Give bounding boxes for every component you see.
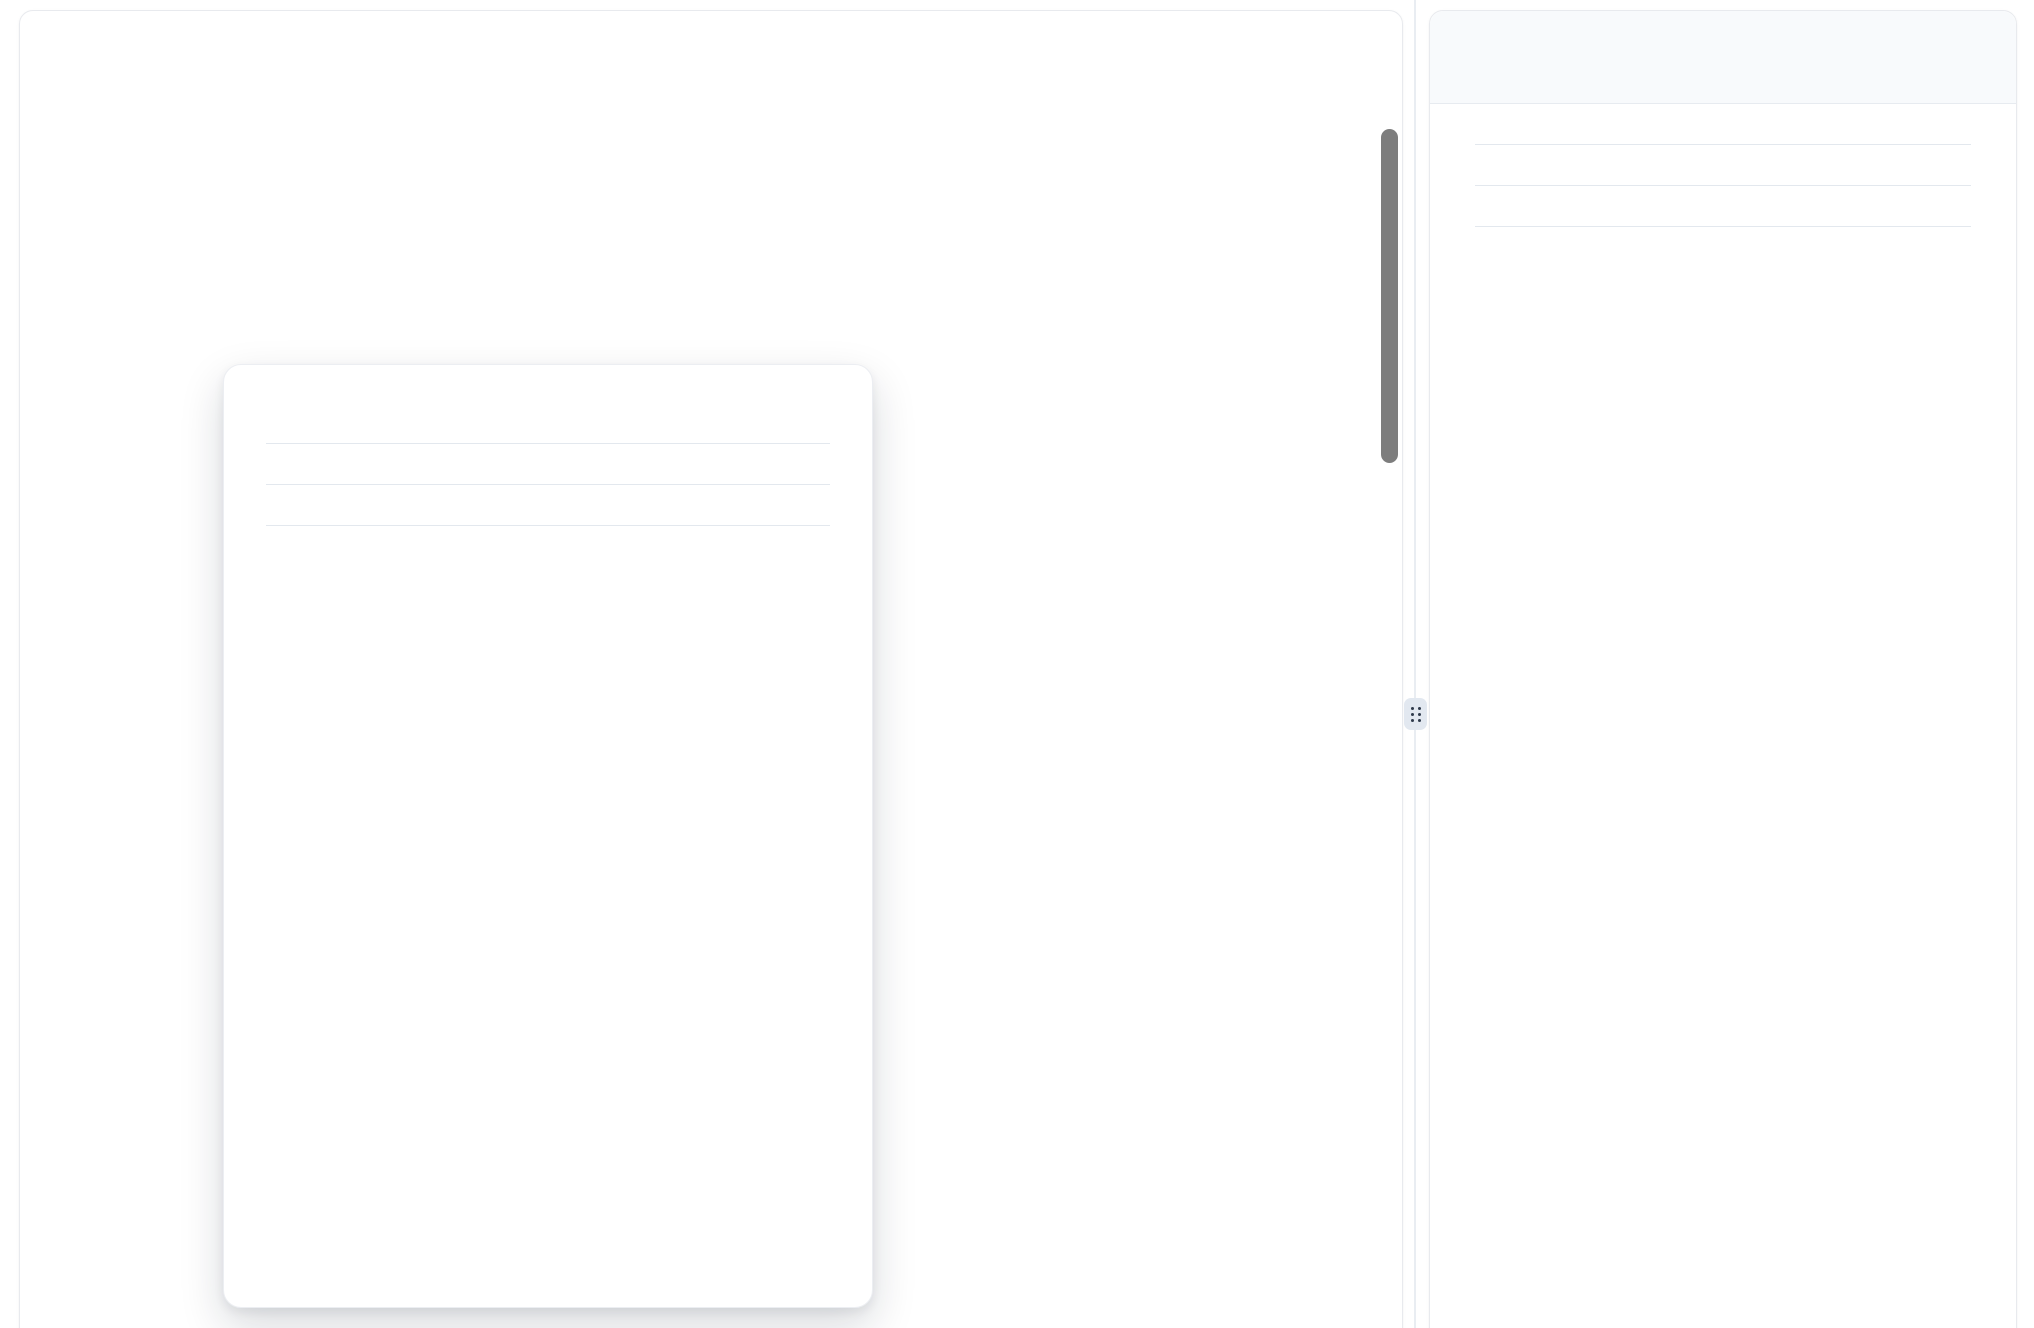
session-replay-card: [19, 10, 1403, 1328]
llm-call-detail-panel: [1429, 10, 2017, 1328]
panel-resize-handle[interactable]: [1404, 698, 1427, 730]
divider: [266, 525, 830, 526]
detail-panel-header: [1430, 11, 2016, 104]
detail-panel-body: [1430, 104, 2016, 227]
legend-item-llm[interactable]: [584, 64, 624, 87]
legend-item-action[interactable]: [504, 64, 544, 87]
llm-color-swatch: [584, 64, 607, 87]
llm-call-tooltip: [223, 364, 873, 1308]
divider: [266, 484, 830, 485]
divider: [1475, 185, 1971, 186]
panel-resizer[interactable]: [1414, 0, 1416, 1328]
vertical-scrollbar-thumb[interactable]: [1381, 129, 1398, 463]
divider: [1475, 226, 1971, 227]
divider: [266, 443, 830, 444]
chart-legend: [504, 64, 624, 87]
action-color-swatch: [504, 64, 527, 87]
drag-handle-icon: [1411, 707, 1414, 710]
divider: [1475, 144, 1971, 145]
